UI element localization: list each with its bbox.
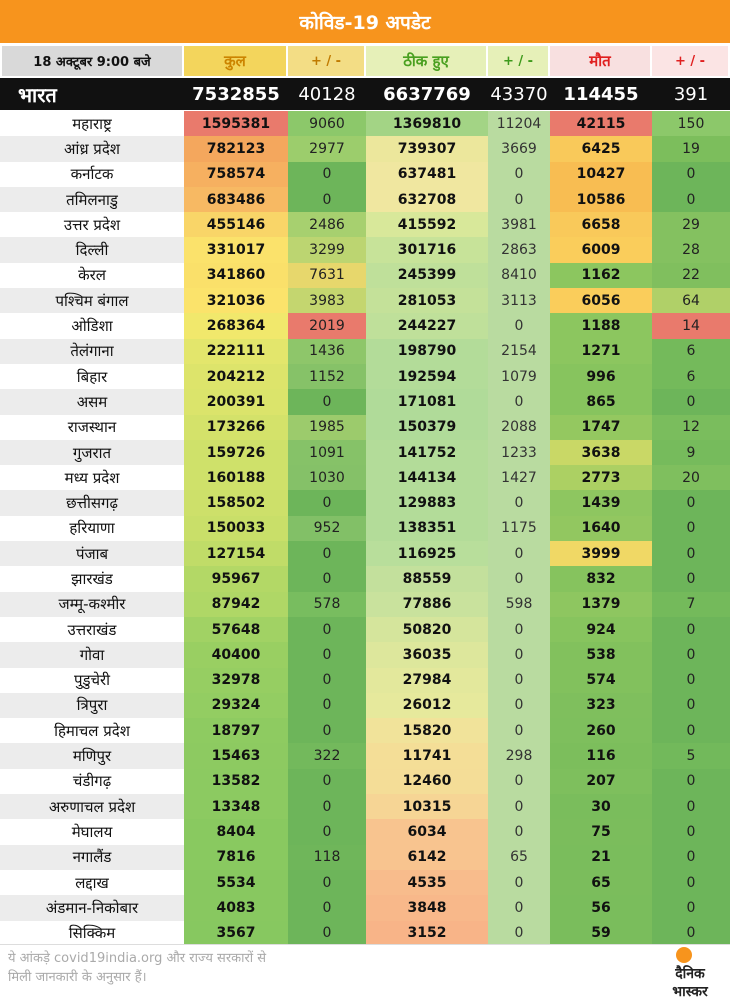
deaths: 116 [550, 743, 652, 768]
state-name: जम्मू-कश्मीर [0, 592, 184, 617]
table-row [0, 263, 730, 288]
recovered-change: 0 [488, 668, 550, 693]
state-name: झारखंड [71, 569, 113, 588]
recovered-change: 0 [488, 313, 550, 338]
date-header: 18 अक्टूबर 9:00 बजे [2, 46, 182, 76]
table-row [0, 895, 730, 920]
deaths-change: 0 [652, 187, 730, 212]
total-cases: 200391 [184, 389, 288, 414]
table-row [0, 111, 730, 136]
recovered: 50820 [366, 617, 488, 642]
deaths-change: 0 [652, 693, 730, 718]
state-name: तमिलनाडु [0, 187, 184, 212]
total-change: 0 [288, 566, 366, 591]
total-cases: 7816 [184, 845, 288, 870]
recovered: 15820 [366, 718, 488, 743]
deaths: 1747 [550, 415, 652, 440]
total-change: 0 [288, 541, 366, 566]
table-row [0, 237, 730, 262]
recovered: 26012 [366, 693, 488, 718]
deaths: 574 [550, 668, 652, 693]
state-name: मेघालय [71, 822, 113, 841]
total-change: 0 [288, 794, 366, 819]
page-title: कोविड-19 अपडेट [0, 0, 730, 43]
recovered: 36035 [366, 642, 488, 667]
deaths-change: 0 [652, 389, 730, 414]
deaths-change: 5 [652, 743, 730, 768]
recovered-change: 8410 [488, 263, 550, 288]
deaths: 75 [550, 819, 652, 844]
recovered-change: 0 [488, 921, 550, 946]
state-name: ओडिशा [71, 317, 113, 336]
total-change: 0 [288, 187, 366, 212]
deaths: 260 [550, 718, 652, 743]
total-change: 3299 [288, 237, 366, 262]
deaths-change: 6 [652, 339, 730, 364]
table-row [0, 566, 730, 591]
total-cases: 4083 [184, 895, 288, 920]
recovered: 301716 [366, 237, 488, 262]
total-cases: 782123 [184, 136, 288, 161]
total-change: 2977 [288, 136, 366, 161]
total-change: 1436 [288, 339, 366, 364]
recovered-change: 65 [488, 845, 550, 870]
table-row [0, 415, 730, 440]
total-change: 0 [288, 819, 366, 844]
sun-icon [676, 947, 692, 963]
table-row [0, 642, 730, 667]
table-row [0, 794, 730, 819]
deaths-change: 0 [652, 870, 730, 895]
state-name: आंध्र प्रदेश [0, 136, 184, 161]
recovered-change: 1427 [488, 465, 550, 490]
deaths-change: 0 [652, 845, 730, 870]
table-row [0, 313, 730, 338]
total-cases: 5534 [184, 870, 288, 895]
deaths-change: 22 [652, 263, 730, 288]
deaths-change: 150 [652, 111, 730, 136]
state-name: उत्तर प्रदेश [63, 215, 121, 234]
total-change: 0 [288, 718, 366, 743]
deaths: 832 [550, 566, 652, 591]
total-cases: 455146 [184, 212, 288, 237]
recovered: 6034 [366, 819, 488, 844]
footer [0, 944, 730, 1005]
deaths-change: 0 [652, 617, 730, 642]
total-cases: 13348 [184, 794, 288, 819]
recovered-change: 0 [488, 541, 550, 566]
recovered: 198790 [366, 339, 488, 364]
deaths-change: 0 [652, 769, 730, 794]
deaths-change: 29 [652, 212, 730, 237]
table-row [0, 516, 730, 541]
table-row [0, 440, 730, 465]
total-change: 1985 [288, 415, 366, 440]
state-name: लद्दाख [75, 873, 109, 892]
total-change: 0 [288, 769, 366, 794]
state-name: केरल [78, 266, 106, 285]
state-name: नगालैंड [0, 845, 184, 870]
deaths-change: 0 [652, 794, 730, 819]
deaths: 323 [550, 693, 652, 718]
recovered-change: 0 [488, 794, 550, 819]
table-row [0, 921, 730, 946]
state-name: उत्तराखंड [67, 620, 117, 639]
total-cases: 158502 [184, 490, 288, 515]
logo-line2: भास्कर [672, 984, 708, 1000]
deaths-change: 0 [652, 642, 730, 667]
total-cases: 95967 [184, 566, 288, 591]
state-name: अंडमान-निकोबार [0, 895, 184, 920]
total-change: 578 [288, 592, 366, 617]
recovered: 1369810 [366, 111, 488, 136]
deaths: 1162 [550, 263, 652, 288]
table-row [0, 819, 730, 844]
total-change: 0 [288, 921, 366, 946]
table-row [0, 769, 730, 794]
india-name: भारत [18, 82, 57, 107]
india-deaths-change: 391 [673, 83, 709, 105]
state-name: दिल्ली [0, 237, 184, 262]
recovered: 3848 [366, 895, 488, 920]
total-change: 7631 [288, 263, 366, 288]
total-cases: 150033 [184, 516, 288, 541]
recovered-change: 0 [488, 718, 550, 743]
total-cases: 331017 [184, 237, 288, 262]
deaths: 924 [550, 617, 652, 642]
deaths: 30 [550, 794, 652, 819]
table-row [0, 364, 730, 389]
recovered-change: 598 [488, 592, 550, 617]
total-cases: 29324 [184, 693, 288, 718]
total-change: 0 [288, 490, 366, 515]
recovered: 415592 [366, 212, 488, 237]
recovered-change-header: + / - [488, 46, 548, 76]
total-cases: 13582 [184, 769, 288, 794]
india-total-row [0, 78, 730, 110]
table-row [0, 718, 730, 743]
state-name: राजस्थान [67, 418, 117, 437]
deaths-change: 19 [652, 136, 730, 161]
recovered: 3152 [366, 921, 488, 946]
total-cases: 341860 [184, 263, 288, 288]
deaths-change: 12 [652, 415, 730, 440]
deaths-change: 0 [652, 516, 730, 541]
total-cases: 268364 [184, 313, 288, 338]
recovered-change: 298 [488, 743, 550, 768]
logo-line1: दैनिक [675, 966, 705, 982]
deaths-change: 9 [652, 440, 730, 465]
total-cases: 159726 [184, 440, 288, 465]
recovered-header: ठीक हुए [366, 46, 486, 76]
recovered: 138351 [366, 516, 488, 541]
total-cases: 15463 [184, 743, 288, 768]
total-change: 0 [288, 693, 366, 718]
state-name: गोवा [0, 642, 184, 667]
table-row [0, 389, 730, 414]
state-name: गुजरात [0, 440, 184, 465]
recovered: 192594 [366, 364, 488, 389]
total-change: 9060 [288, 111, 366, 136]
total-change: 3983 [288, 288, 366, 313]
recovered: 88559 [366, 566, 488, 591]
deaths-change: 0 [652, 668, 730, 693]
recovered: 281053 [366, 288, 488, 313]
recovered: 144134 [366, 465, 488, 490]
state-name: मणिपुर [0, 743, 184, 768]
table-row [0, 592, 730, 617]
deaths: 538 [550, 642, 652, 667]
deaths-change: 7 [652, 592, 730, 617]
deaths: 6658 [550, 212, 652, 237]
state-name: हिमाचल प्रदेश [54, 721, 130, 740]
table-row [0, 668, 730, 693]
state-name: असम [0, 389, 184, 414]
source-note-line2: मिली जानकारी के अनुसार हैं। [8, 970, 147, 985]
deaths-change-header: + / - [652, 46, 728, 76]
recovered-change: 3113 [488, 288, 550, 313]
deaths-change: 14 [652, 313, 730, 338]
total-change-header: + / - [288, 46, 364, 76]
deaths: 21 [550, 845, 652, 870]
total-change: 1152 [288, 364, 366, 389]
deaths-change: 0 [652, 162, 730, 187]
recovered: 141752 [366, 440, 488, 465]
recovered: 4535 [366, 870, 488, 895]
total-change: 0 [288, 617, 366, 642]
total-change: 322 [288, 743, 366, 768]
deaths: 1188 [550, 313, 652, 338]
deaths-change: 0 [652, 541, 730, 566]
deaths-change: 20 [652, 465, 730, 490]
india-recovered: 6637769 [383, 83, 471, 105]
total-cases: 57648 [184, 617, 288, 642]
deaths: 1271 [550, 339, 652, 364]
recovered: 245399 [366, 263, 488, 288]
deaths-header: मौत [550, 46, 650, 76]
total-change: 0 [288, 642, 366, 667]
recovered: 12460 [366, 769, 488, 794]
recovered-change: 1175 [488, 516, 550, 541]
deaths: 10586 [550, 187, 652, 212]
deaths: 1439 [550, 490, 652, 515]
state-table [0, 111, 730, 946]
recovered-change: 0 [488, 642, 550, 667]
deaths-change: 28 [652, 237, 730, 262]
total-cases: 160188 [184, 465, 288, 490]
table-row [0, 541, 730, 566]
total-change: 2486 [288, 212, 366, 237]
source-note-line1: ये आंकड़े covid19india.org और राज्य सरकारों से [8, 951, 267, 966]
total-change: 0 [288, 162, 366, 187]
total-cases: 87942 [184, 592, 288, 617]
table-row [0, 212, 730, 237]
deaths: 1640 [550, 516, 652, 541]
total-change: 0 [288, 895, 366, 920]
deaths: 6056 [550, 288, 652, 313]
recovered: 150379 [366, 415, 488, 440]
recovered-change: 2088 [488, 415, 550, 440]
total-cases: 321036 [184, 288, 288, 313]
deaths: 2773 [550, 465, 652, 490]
total-cases: 32978 [184, 668, 288, 693]
table-row [0, 870, 730, 895]
total-cases: 173266 [184, 415, 288, 440]
total-change: 952 [288, 516, 366, 541]
recovered: 129883 [366, 490, 488, 515]
recovered-change: 0 [488, 769, 550, 794]
recovered-change: 1079 [488, 364, 550, 389]
recovered-change: 2863 [488, 237, 550, 262]
recovered: 632708 [366, 187, 488, 212]
recovered-change: 0 [488, 566, 550, 591]
total-cases: 3567 [184, 921, 288, 946]
state-name: हरियाणा [69, 519, 115, 538]
state-name: तेलंगाना [0, 339, 184, 364]
deaths: 865 [550, 389, 652, 414]
deaths-change: 0 [652, 895, 730, 920]
recovered: 77886 [366, 592, 488, 617]
deaths-change: 0 [652, 921, 730, 946]
total-change: 1091 [288, 440, 366, 465]
deaths: 42115 [550, 111, 652, 136]
recovered: 10315 [366, 794, 488, 819]
table-row [0, 693, 730, 718]
recovered-change: 11204 [488, 111, 550, 136]
total-header: कुल [184, 46, 286, 76]
deaths: 996 [550, 364, 652, 389]
recovered: 6142 [366, 845, 488, 870]
total-change: 0 [288, 870, 366, 895]
state-name: चंडीगढ़ [72, 772, 112, 791]
deaths: 6425 [550, 136, 652, 161]
recovered: 116925 [366, 541, 488, 566]
table-row [0, 162, 730, 187]
recovered-change: 2154 [488, 339, 550, 364]
state-name: पंजाब [0, 541, 184, 566]
deaths: 1379 [550, 592, 652, 617]
india-total-change: 40128 [298, 83, 356, 105]
deaths-change: 0 [652, 490, 730, 515]
recovered-change: 0 [488, 162, 550, 187]
state-name: मध्य प्रदेश [64, 468, 120, 487]
total-change: 0 [288, 389, 366, 414]
deaths: 56 [550, 895, 652, 920]
state-name: त्रिपुरा [0, 693, 184, 718]
total-cases: 8404 [184, 819, 288, 844]
state-name: पुडुचेरी [73, 671, 111, 690]
recovered: 739307 [366, 136, 488, 161]
recovered-change: 3981 [488, 212, 550, 237]
recovered-change: 3669 [488, 136, 550, 161]
deaths-change: 0 [652, 566, 730, 591]
deaths-change: 64 [652, 288, 730, 313]
total-cases: 222111 [184, 339, 288, 364]
recovered-change: 0 [488, 389, 550, 414]
recovered: 171081 [366, 389, 488, 414]
state-name: महाराष्ट्र [72, 114, 112, 133]
total-cases: 758574 [184, 162, 288, 187]
deaths: 10427 [550, 162, 652, 187]
recovered-change: 0 [488, 187, 550, 212]
total-cases: 40400 [184, 642, 288, 667]
dainik-bhaskar-logo [652, 945, 722, 1005]
deaths: 59 [550, 921, 652, 946]
recovered: 11741 [366, 743, 488, 768]
table-row [0, 187, 730, 212]
state-name: सिक्किम [68, 924, 116, 943]
table-row [0, 465, 730, 490]
total-cases: 127154 [184, 541, 288, 566]
deaths: 207 [550, 769, 652, 794]
india-recovered-change: 43370 [490, 83, 548, 105]
total-cases: 1595381 [184, 111, 288, 136]
source-note [8, 949, 368, 987]
state-name: छत्तीसगढ़ [0, 490, 184, 515]
recovered-change: 0 [488, 693, 550, 718]
recovered: 27984 [366, 668, 488, 693]
table-row [0, 136, 730, 161]
table-row [0, 490, 730, 515]
table-row [0, 743, 730, 768]
recovered-change: 1233 [488, 440, 550, 465]
recovered-change: 0 [488, 490, 550, 515]
total-change: 0 [288, 668, 366, 693]
total-cases: 683486 [184, 187, 288, 212]
recovered-change: 0 [488, 819, 550, 844]
table-row [0, 845, 730, 870]
india-deaths: 114455 [563, 83, 639, 105]
table-row [0, 288, 730, 313]
deaths: 3999 [550, 541, 652, 566]
deaths-change: 0 [652, 718, 730, 743]
deaths: 6009 [550, 237, 652, 262]
recovered: 244227 [366, 313, 488, 338]
total-cases: 18797 [184, 718, 288, 743]
total-change: 1030 [288, 465, 366, 490]
state-name: कर्नाटक [70, 165, 114, 184]
total-change: 118 [288, 845, 366, 870]
table-header [0, 43, 730, 78]
recovered-change: 0 [488, 870, 550, 895]
deaths-change: 6 [652, 364, 730, 389]
deaths: 65 [550, 870, 652, 895]
table-row [0, 617, 730, 642]
state-name: पश्चिम बंगाल [0, 288, 184, 313]
india-total: 7532855 [192, 83, 280, 105]
total-change: 2019 [288, 313, 366, 338]
recovered-change: 0 [488, 895, 550, 920]
state-name: बिहार [76, 367, 108, 386]
total-cases: 204212 [184, 364, 288, 389]
state-name: अरुणाचल प्रदेश [0, 794, 184, 819]
recovered-change: 0 [488, 617, 550, 642]
deaths: 3638 [550, 440, 652, 465]
recovered: 637481 [366, 162, 488, 187]
deaths-change: 0 [652, 819, 730, 844]
table-row [0, 339, 730, 364]
